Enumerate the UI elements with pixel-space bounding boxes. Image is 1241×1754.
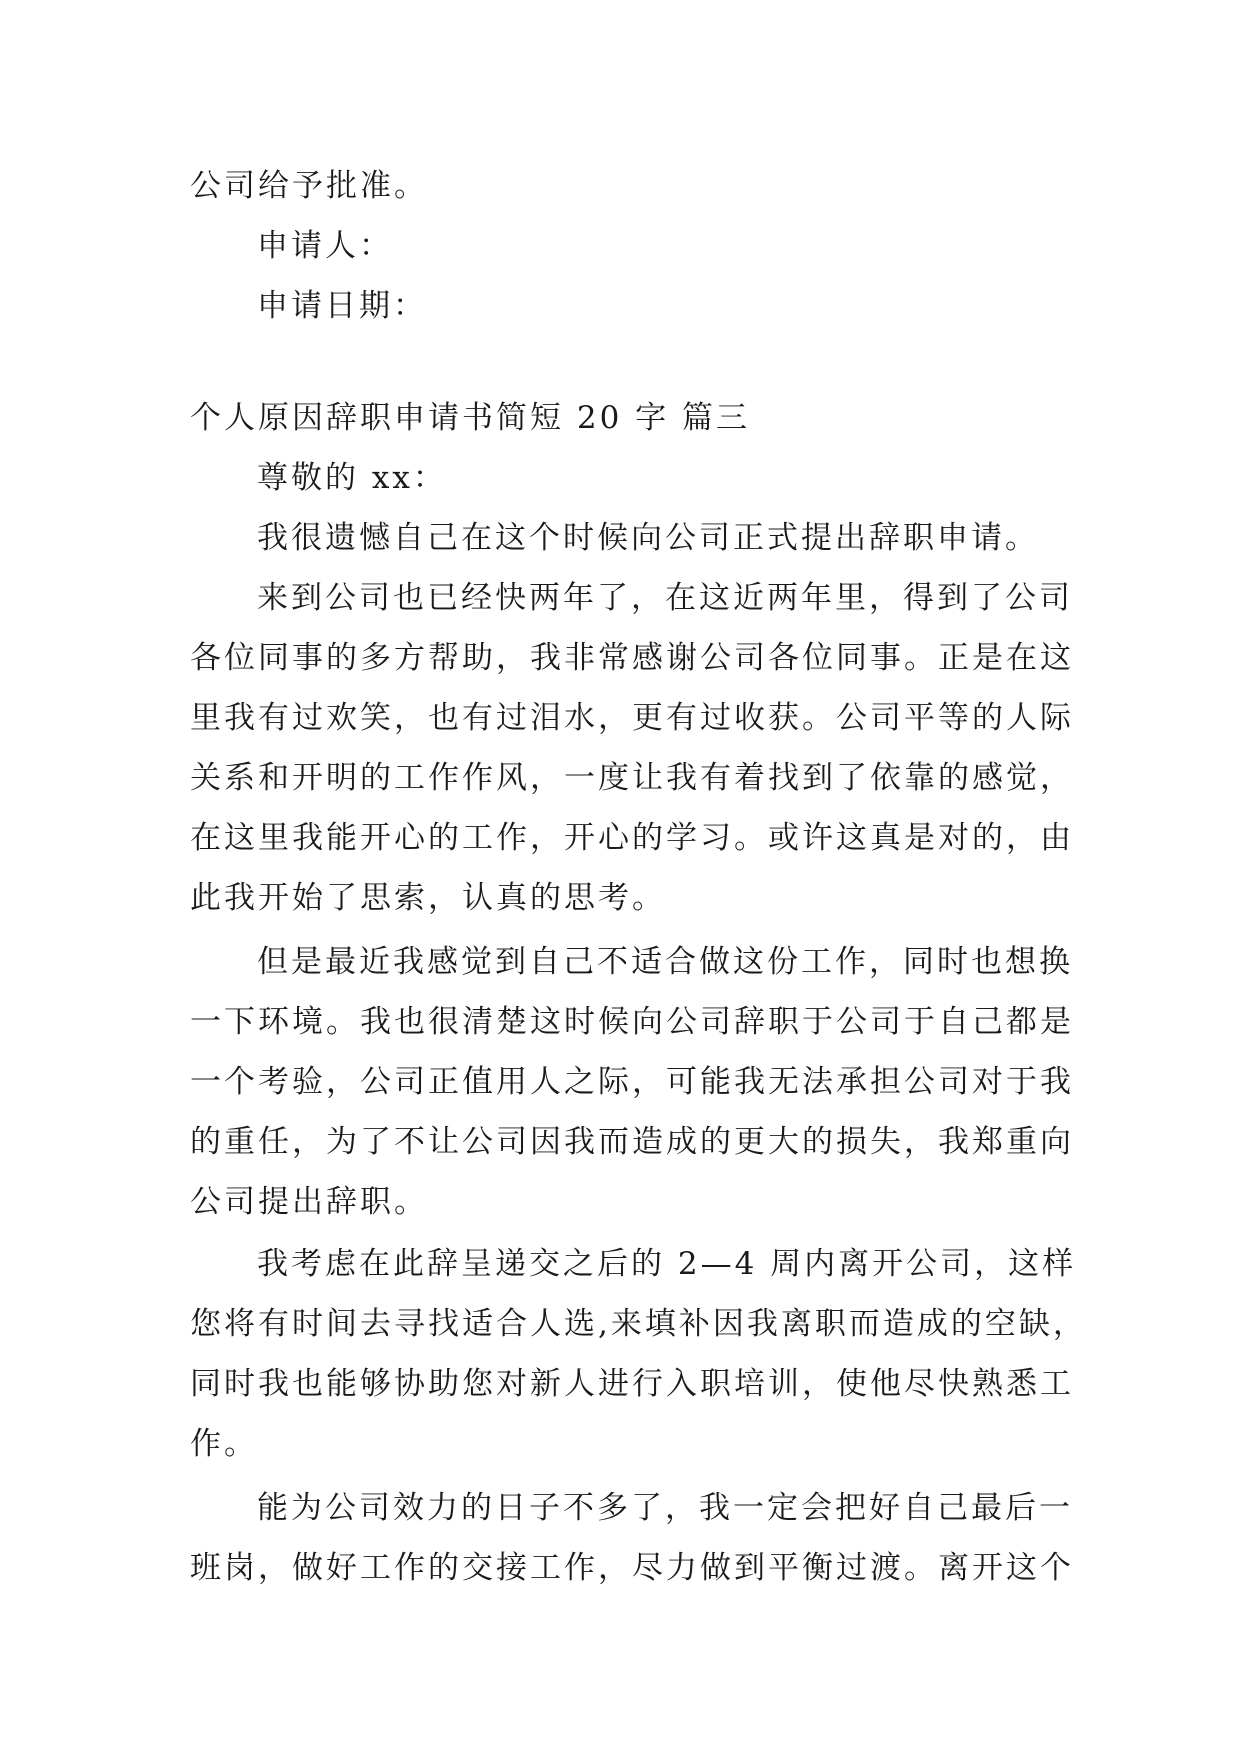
text-line: 我很遗憾自己在这个时候向公司正式提出辞职申请。 (257, 520, 1039, 556)
text-line: 公司提出辞职。 (190, 1184, 428, 1220)
text-line: 一下环境。我也很清楚这时候向公司辞职于公司于自己都是 (190, 1004, 1074, 1040)
text-line: 各位同事的多方帮助，我非常感谢公司各位同事。正是在这 (190, 640, 1074, 676)
text-line: 公司给予批准。 (190, 168, 428, 204)
application-date-label: 申请日期： (257, 288, 427, 324)
applicant-label: 申请人： (257, 228, 393, 264)
text-line: 在这里我能开心的工作，开心的学习。或许这真是对的，由 (190, 820, 1074, 856)
text-line: 作。 (190, 1426, 258, 1462)
text-line: 来到公司也已经快两年了，在这近两年里，得到了公司 (257, 580, 1073, 616)
text-line: 的重任，为了不让公司因我而造成的更大的损失，我郑重向 (190, 1124, 1074, 1160)
text-line: 关系和开明的工作作风，一度让我有着找到了依靠的感觉， (190, 760, 1074, 796)
text-line: 我考虑在此辞呈递交之后的 2—4 周内离开公司，这样 (257, 1246, 1077, 1282)
salutation: 尊敬的 xx： (257, 460, 447, 496)
text-line: 一个考验，公司正值用人之际，可能我无法承担公司对于我 (190, 1064, 1074, 1100)
text-line: 班岗，做好工作的交接工作，尽力做到平衡过渡。离开这个 (190, 1550, 1074, 1586)
text-line: 您将有时间去寻找适合人选,来填补因我离职而造成的空缺， (190, 1306, 1087, 1342)
text-line: 能为公司效力的日子不多了，我一定会把好自己最后一 (257, 1490, 1073, 1526)
text-line: 但是最近我感觉到自己不适合做这份工作，同时也想换 (257, 944, 1073, 980)
section-heading: 个人原因辞职申请书简短 20 字 篇三 (190, 400, 751, 436)
text-line: 同时我也能够协助您对新人进行入职培训，使他尽快熟悉工 (190, 1366, 1074, 1402)
text-line: 里我有过欢笑，也有过泪水，更有过收获。公司平等的人际 (190, 700, 1074, 736)
text-line: 此我开始了思索，认真的思考。 (190, 880, 666, 916)
